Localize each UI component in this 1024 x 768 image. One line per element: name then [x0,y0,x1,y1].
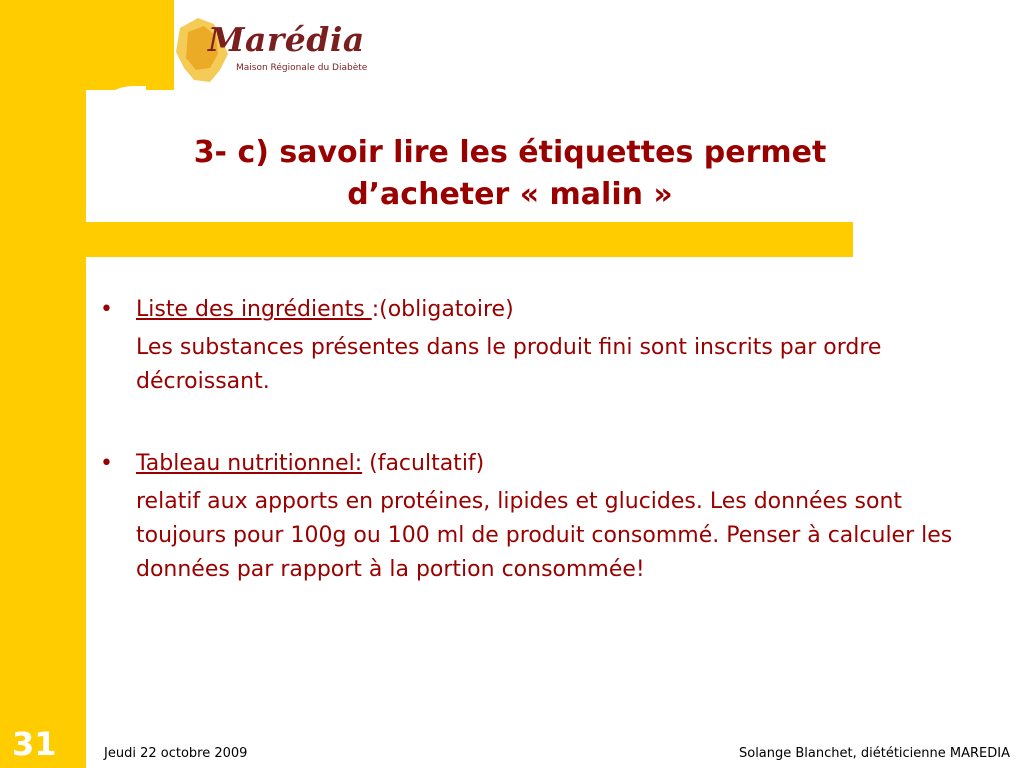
title-line-1: 3- c) savoir lire les étiquettes permet [193,135,827,170]
left-accent-band [0,0,86,768]
bullet-description: relatif aux apports en protéines, lipides et glucides. Les données sont toujours pour 100g ou 100 ml de produit consommé. Penser à calculer les données par rapport à la portion consommée! [136,489,953,582]
bullet-marker: • [100,297,113,322]
logo-subtitle: Maison Régionale du Diabète [236,63,368,73]
bullet-ingredients [100,293,980,399]
top-accent-band [0,0,174,90]
bullet-qualifier: (facultatif) [362,451,485,476]
bullet-nutrition-table [100,447,980,587]
maredia-logo [170,10,370,90]
logo-name: Marédia [208,20,365,59]
bullet-marker: • [100,451,113,476]
bullet-heading [136,447,980,481]
bullet-heading [136,293,980,327]
title-underline-band [86,222,853,257]
bullet-heading-underlined: Liste des ingrédients [136,297,372,322]
bullet-spacer [100,399,980,447]
bullet-description: Les substances présentes dans le produit fini sont inscrits par ordre décroissant. [136,335,882,394]
slide-number: 31 [12,725,57,763]
slide-body [100,293,980,587]
footer-author: Solange Blanchet, diététicienne MAREDIA [738,746,1010,761]
bullet-qualifier: :(obligatoire) [371,297,514,322]
title-line-2: d’acheter « malin » [347,177,673,212]
slide-title [130,132,890,216]
footer-date: Jeudi 22 octobre 2009 [104,746,248,761]
bullet-heading-underlined: Tableau nutritionnel: [136,451,363,476]
